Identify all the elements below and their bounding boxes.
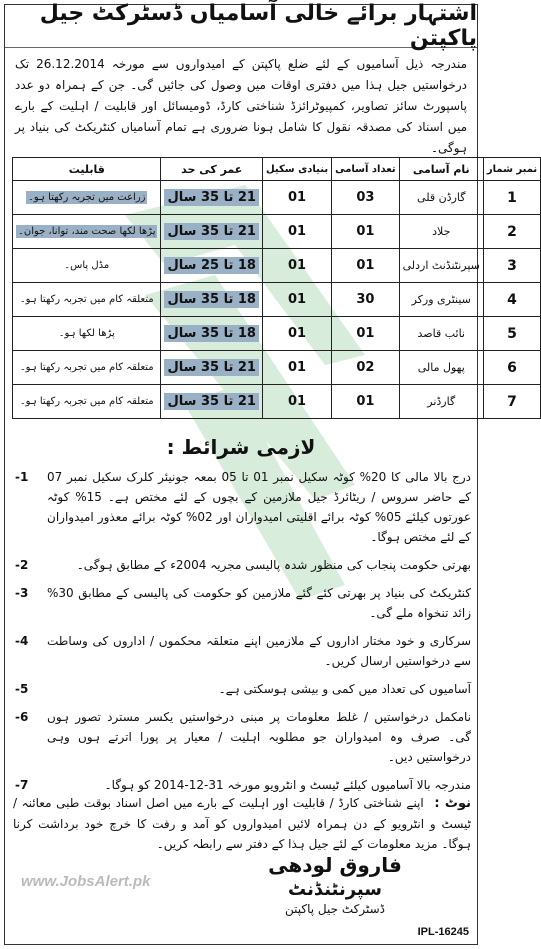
cell-scale: 01 [262,215,331,249]
condition-number: -1 [15,470,29,484]
table-row [13,385,541,419]
table-row [13,215,541,249]
cell-scale: 01 [262,249,331,283]
condition-item [13,467,471,547]
header-age: عمر کی حد [161,158,263,181]
table-header-row [13,158,541,181]
cell-post: سپرنٹنڈنٹ اردلی [399,249,483,283]
intro-paragraph: مندرجہ ذیل آسامیوں کے لئے ضلع پاکپتن کے امیدواروں سے مورخہ 26.12.2014 تک درخواستیں جیل ہذا میں دفتری اوقات میں وصول کی جائیں گی۔ جن کے ہمراہ دو عدد پاسپورٹ سائز تصاویر، کمپیوٹرائزڈ شناختی کارڈ، ڈومیسائل اور قابلیت / اہلیت کے بارے میں اسناد کی مصدقہ نقول کا شامل ہونا ضروری ہے تمام آسامیاں کنٹریکٹ کی بنیاد پر ہوگی۔ [15,57,467,155]
table-row [13,283,541,317]
cell-qualification [13,215,161,249]
table-row [13,351,541,385]
cell-count: 01 [332,215,400,249]
cell-serial: 7 [483,385,540,419]
cell-age [161,215,263,249]
cell-scale: 01 [262,181,331,215]
cell-serial: 5 [483,317,540,351]
cell-count: 01 [332,385,400,419]
note-paragraph [13,793,471,854]
cell-qualification [13,317,161,351]
age-value: 21 تا 35 سال [164,359,259,376]
age-value: 21 تا 35 سال [164,189,259,206]
cell-age [161,181,263,215]
cell-count: 30 [332,283,400,317]
cell-serial: 3 [483,249,540,283]
qualification-value: پڑھا لکھا ہو۔ [58,328,115,339]
cell-post: سینٹری ورکر [399,283,483,317]
reference-number: IPL-16245 [417,926,469,938]
cell-serial: 6 [483,351,540,385]
cell-post: نائب قاصد [399,317,483,351]
condition-item [13,631,471,671]
cell-post: گارڈن قلی [399,181,483,215]
cell-count: 01 [332,249,400,283]
cell-age [161,385,263,419]
cell-count: 02 [332,351,400,385]
note-text: اپنے شناختی کارڈ / قابلیت اور اہلیت کے بارے میں اصل اسناد بوقت طبی معائنہ / ٹیسٹ و انٹرویو کے دن ہمراہ لائیں امیدواروں کو آمد و رفت کا خرچ خود برداشت کرنا ہوگا۔ مزید معلومات کے لئے جیل ہذا کے دفتر سے رابطہ کریں۔ [13,796,471,851]
cell-age [161,317,263,351]
cell-serial: 1 [483,181,540,215]
signature-block [225,853,445,916]
cell-age [161,351,263,385]
cell-qualification [13,249,161,283]
table-row [13,181,541,215]
condition-text: مندرجہ بالا آسامیوں کیلئے ٹیسٹ و انٹرویو مورخہ 31-12-2014 کو ہوگا۔ [104,778,471,792]
header-qualification: قابلیت [13,158,161,181]
condition-item [13,679,471,699]
conditions-list [13,467,471,803]
cell-age [161,249,263,283]
cell-serial: 4 [483,283,540,317]
qualification-value: پڑھا لکھا صحت مند، توانا، جوان۔ [18,226,156,237]
ad-title: اشتہار برائے خالی آسامیاں ڈسٹرکٹ جیل پاکپتن [5,5,477,48]
condition-item [13,583,471,623]
signatory-name: فاروق لودھی [268,853,402,877]
condition-number: -6 [15,710,29,724]
qualification-value: متعلقہ کام میں تجربہ رکھتا ہو۔ [19,294,154,305]
condition-text: سرکاری و خود مختار اداروں کے ملازمین اپنے متعلقہ محکموں / اداروں کی وساطت سے درخواستیں ارسال کریں۔ [47,634,471,668]
age-value: 18 تا 35 سال [164,291,259,308]
age-value: 21 تا 35 سال [164,223,259,240]
cell-qualification [13,385,161,419]
condition-text: بھرتی حکومت پنجاب کی منظور شدہ پالیسی مجریہ 2004ء کے مطابق ہوگی۔ [76,558,471,572]
condition-item [13,775,471,795]
condition-item [13,707,471,767]
cell-qualification [13,181,161,215]
qualification-value: زراعت میں تجربہ رکھتا ہو۔ [28,192,146,203]
website-watermark: www.JobsAlert.pk [21,873,151,890]
cell-serial: 2 [483,215,540,249]
advertisement-page [4,1,538,945]
note-label: نوٹ : [434,796,471,811]
header-scale: بنیادی سکیل [262,158,331,181]
cell-scale: 01 [262,385,331,419]
condition-number: -3 [15,586,29,600]
cell-qualification [13,283,161,317]
condition-number: -2 [15,558,29,572]
cell-post: جلاد [399,215,483,249]
table-row [13,317,541,351]
table-row [13,249,541,283]
signatory-designation: سپرنٹنڈنٹ [288,879,382,900]
cell-count: 03 [332,181,400,215]
age-value: 21 تا 35 سال [164,393,259,410]
cell-post: پھول مالی [399,351,483,385]
condition-number: -5 [15,682,29,696]
cell-scale: 01 [262,283,331,317]
condition-text: درج بالا مالی کا 20% کوٹہ سکیل نمبر 01 تا 05 بمعہ جونیئر کلرک سکیل نمبر 07 کے حاضر سروس / ریٹائرڈ جیل ملازمین کے بچوں کے لئے مختص ہے۔ 15% کوٹہ عورتوں کیلئے 05% کوٹہ برائے اقلیتی امیدواران اور 02% کوٹہ برائے معذور امیدواران کے لئے مختص ہوگا۔ [47,470,472,544]
qualification-value: متعلقہ کام میں تجربہ رکھتا ہو۔ [19,362,154,373]
cell-count: 01 [332,317,400,351]
cell-scale: 01 [262,317,331,351]
condition-text: آسامیوں کی تعداد میں کمی و بیشی ہوسکتی ہے۔ [218,682,471,696]
header-serial: نمبر شمار [483,158,540,181]
age-value: 18 تا 25 سال [164,257,259,274]
condition-number: -4 [15,634,29,648]
vacancies-table [12,157,541,419]
cell-post: گارڈنر [399,385,483,419]
qualification-value: مڈل پاس۔ [64,260,110,271]
cell-age [161,283,263,317]
conditions-heading: لازمی شرائط : [166,435,316,459]
signatory-office: ڈسٹرکٹ جیل پاکپتن [285,902,385,916]
condition-text: نامکمل درخواستیں / غلط معلومات پر مبنی درخواستیں یکسر مسترد تصور ہوں گی۔ صرف وہ امیدواران جو مطلوبہ اہلیت / معیار پر پورا اترتے ہوں وہی درخواستیں دیں۔ [47,710,471,764]
cell-qualification [13,351,161,385]
cell-scale: 01 [262,351,331,385]
age-value: 18 تا 35 سال [164,325,259,342]
qualification-value: متعلقہ کام میں تجربہ رکھتا ہو۔ [19,396,154,407]
condition-text: کنٹریکٹ کی بنیاد پر بھرتی کئے گئے ملازمین کو حکومت کی پالیسی کے مطابق 30% زائد تنخواہ ملے گی۔ [47,586,471,620]
condition-number: -7 [15,778,29,792]
header-post: نام آسامی [399,158,483,181]
header-count: تعداد آسامی [332,158,400,181]
condition-item [13,555,471,575]
